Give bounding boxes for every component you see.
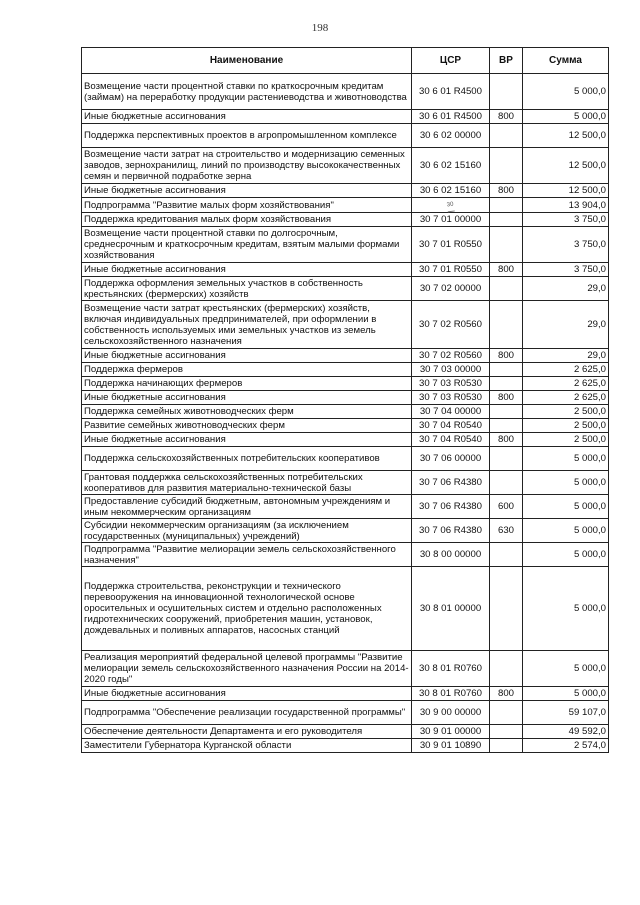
- row-sum: 59 107,0: [523, 701, 609, 725]
- table-row: [82, 543, 609, 567]
- row-sum: 2 500,0: [523, 405, 609, 419]
- table-row: [82, 495, 609, 519]
- row-vr-code: [490, 725, 523, 739]
- row-vr-code: 800: [490, 263, 523, 277]
- table-row: [82, 148, 609, 184]
- row-name: Подпрограмма "Обеспечение реализации государственной программы": [82, 701, 412, 725]
- header-vr: ВР: [490, 48, 523, 74]
- row-name: Поддержка кредитования малых форм хозяйствования: [82, 213, 412, 227]
- row-csr-code: 30 8 01 R0760: [412, 687, 490, 701]
- row-csr-code: 30 7 06 R4380: [412, 495, 490, 519]
- row-vr-code: 800: [490, 433, 523, 447]
- row-csr-code: 30 7 02 00000: [412, 277, 490, 301]
- row-vr-code: [490, 227, 523, 263]
- row-name: Поддержка фермеров: [82, 363, 412, 377]
- row-vr-code: [490, 471, 523, 495]
- row-csr-code: 30 7 06 00000: [412, 447, 490, 471]
- table-row: [82, 391, 609, 405]
- table-header-row: [82, 48, 609, 74]
- row-name: Предоставление субсидий бюджетным, автономным учреждениям и иным некоммерческим организациям: [82, 495, 412, 519]
- table-row: [82, 277, 609, 301]
- row-csr-code: 30 7 04 R0540: [412, 433, 490, 447]
- row-name: Иные бюджетные ассигнования: [82, 110, 412, 124]
- row-sum: 2 500,0: [523, 419, 609, 433]
- row-vr-code: [490, 567, 523, 651]
- row-csr-code: 30 9 01 10890: [412, 739, 490, 753]
- csr-handwritten-mark: 30: [446, 200, 454, 213]
- row-name: Поддержка семейных животноводческих ферм: [82, 405, 412, 419]
- row-vr-code: [490, 377, 523, 391]
- row-csr-code: 30 7 01 00000: [412, 213, 490, 227]
- table-row: [82, 471, 609, 495]
- row-csr-code: 30 7 03 00000: [412, 363, 490, 377]
- table-row: [82, 198, 609, 213]
- row-sum: 2 625,0: [523, 363, 609, 377]
- row-csr-code: 30 6 02 15160: [412, 148, 490, 184]
- table-row: [82, 377, 609, 391]
- row-sum: 5 000,0: [523, 447, 609, 471]
- row-sum: 2 625,0: [523, 377, 609, 391]
- row-csr-code: 30 7 02 R0560: [412, 301, 490, 349]
- row-csr-code: 30 7 06 R4380: [412, 471, 490, 495]
- table-row: [82, 447, 609, 471]
- row-sum: 5 000,0: [523, 651, 609, 687]
- row-sum: 3 750,0: [523, 263, 609, 277]
- row-sum: 5 000,0: [523, 687, 609, 701]
- row-name: Заместители Губернатора Курганской области: [82, 739, 412, 753]
- row-sum: 2 500,0: [523, 433, 609, 447]
- row-vr-code: 800: [490, 391, 523, 405]
- table-row: [82, 213, 609, 227]
- row-name: Поддержка перспективных проектов в агропромышленном комплексе: [82, 124, 412, 148]
- table-row: [82, 567, 609, 651]
- row-csr-code: [412, 198, 490, 213]
- row-sum: 2 574,0: [523, 739, 609, 753]
- table-row: [82, 124, 609, 148]
- row-vr-code: [490, 543, 523, 567]
- row-csr-code: 30 6 01 R4500: [412, 110, 490, 124]
- row-sum: 12 500,0: [523, 184, 609, 198]
- row-name: Возмещение части затрат на строительство и модернизацию семенных заводов, зернохранилищ, линий по производству высококачественных семян и первичной подработке зерна: [82, 148, 412, 184]
- row-vr-code: [490, 363, 523, 377]
- row-name: Иные бюджетные ассигнования: [82, 687, 412, 701]
- row-name: Поддержка начинающих фермеров: [82, 377, 412, 391]
- row-csr-code: 30 6 02 00000: [412, 124, 490, 148]
- row-vr-code: 800: [490, 184, 523, 198]
- row-vr-code: [490, 124, 523, 148]
- row-vr-code: 600: [490, 495, 523, 519]
- table-row: [82, 405, 609, 419]
- row-name: Субсидии некоммерческим организациям (за исключением государственных (муниципальных) учреждений): [82, 519, 412, 543]
- row-sum: 5 000,0: [523, 110, 609, 124]
- row-sum: 5 000,0: [523, 567, 609, 651]
- row-name: Подпрограмма "Развитие мелиорации земель сельскохозяйственного назначения": [82, 543, 412, 567]
- row-vr-code: [490, 701, 523, 725]
- row-csr-code: 30 8 01 00000: [412, 567, 490, 651]
- page-number: 198: [311, 22, 329, 34]
- table-row: [82, 363, 609, 377]
- table-row: [82, 349, 609, 363]
- table-row: [82, 74, 609, 110]
- row-vr-code: [490, 213, 523, 227]
- row-csr-code: 30 7 01 R0550: [412, 227, 490, 263]
- row-sum: 5 000,0: [523, 495, 609, 519]
- row-sum: 29,0: [523, 301, 609, 349]
- row-name: Иные бюджетные ассигнования: [82, 433, 412, 447]
- row-csr-code: 30 8 01 R0760: [412, 651, 490, 687]
- row-name: Иные бюджетные ассигнования: [82, 349, 412, 363]
- row-csr-code: 30 7 03 R0530: [412, 391, 490, 405]
- row-name: Развитие семейных животноводческих ферм: [82, 419, 412, 433]
- row-sum: 12 500,0: [523, 148, 609, 184]
- row-name: Иные бюджетные ассигнования: [82, 184, 412, 198]
- header-sum: Сумма: [523, 48, 609, 74]
- row-name: Возмещение части процентной ставки по долгосрочным, среднесрочным и краткосрочным кредитам, взятым малыми формами хозяйствования: [82, 227, 412, 263]
- row-sum: 3 750,0: [523, 227, 609, 263]
- row-sum: 49 592,0: [523, 725, 609, 739]
- header-name: Наименование: [82, 48, 412, 74]
- row-vr-code: [490, 148, 523, 184]
- row-sum: 2 625,0: [523, 391, 609, 405]
- table-row: [82, 110, 609, 124]
- row-csr-code: 30 7 04 00000: [412, 405, 490, 419]
- table-row: [82, 651, 609, 687]
- row-sum: 3 750,0: [523, 213, 609, 227]
- row-sum: 5 000,0: [523, 471, 609, 495]
- row-name: Поддержка оформления земельных участков в собственность крестьянских (фермерских) хозяйств: [82, 277, 412, 301]
- row-csr-code: 30 7 02 R0560: [412, 349, 490, 363]
- table-row: [82, 227, 609, 263]
- row-sum: 13 904,0: [523, 198, 609, 213]
- row-sum: 29,0: [523, 277, 609, 301]
- table-row: [82, 263, 609, 277]
- table-row: [82, 687, 609, 701]
- row-sum: 5 000,0: [523, 519, 609, 543]
- row-csr-code: 30 7 03 R0530: [412, 377, 490, 391]
- row-csr-code: 30 9 00 00000: [412, 701, 490, 725]
- row-vr-code: 800: [490, 110, 523, 124]
- row-csr-code: 30 7 01 R0550: [412, 263, 490, 277]
- row-vr-code: [490, 277, 523, 301]
- row-name: Реализация мероприятий федеральной целевой программы "Развитие мелиорации земель сельскохозяйственного назначения России на 2014-2020 годы": [82, 651, 412, 687]
- row-sum: 12 500,0: [523, 124, 609, 148]
- row-sum: 5 000,0: [523, 543, 609, 567]
- row-vr-code: [490, 447, 523, 471]
- row-name: Поддержка строительства, реконструкции и технического перевооружения на инновационной технологической основе оросительных и осушительных систем и отдельно расположенных гидротехнических сооружений, приобретения машин, установок, дождевальных и поливных аппаратов, насосных станций: [82, 567, 412, 651]
- row-sum: 29,0: [523, 349, 609, 363]
- table-row: [82, 184, 609, 198]
- row-vr-code: [490, 405, 523, 419]
- row-vr-code: 800: [490, 687, 523, 701]
- row-csr-code: 30 7 06 R4380: [412, 519, 490, 543]
- row-vr-code: [490, 739, 523, 753]
- row-vr-code: 800: [490, 349, 523, 363]
- table-row: [82, 519, 609, 543]
- row-vr-code: [490, 198, 523, 213]
- row-vr-code: [490, 651, 523, 687]
- row-name: Обеспечение деятельности Департамента и его руководителя: [82, 725, 412, 739]
- row-vr-code: [490, 419, 523, 433]
- table-row: [82, 725, 609, 739]
- row-name: Поддержка сельскохозяйственных потребительских кооперативов: [82, 447, 412, 471]
- row-name: Возмещение части затрат крестьянских (фермерских) хозяйств, включая индивидуальных предпринимателей, при оформлении в собственность используемых ими земельных участков из земель сельскохозяйственного назначения: [82, 301, 412, 349]
- row-csr-code: 30 9 01 00000: [412, 725, 490, 739]
- row-csr-code: 30 8 00 00000: [412, 543, 490, 567]
- row-vr-code: 630: [490, 519, 523, 543]
- table-row: [82, 739, 609, 753]
- row-name: Подпрограмма "Развитие малых форм хозяйствования": [82, 198, 412, 213]
- table-row: [82, 433, 609, 447]
- row-vr-code: [490, 74, 523, 110]
- row-name: Иные бюджетные ассигнования: [82, 391, 412, 405]
- row-csr-code: 30 7 04 R0540: [412, 419, 490, 433]
- row-vr-code: [490, 301, 523, 349]
- row-csr-code: 30 6 02 15160: [412, 184, 490, 198]
- row-sum: 5 000,0: [523, 74, 609, 110]
- table-body: [82, 74, 609, 753]
- budget-table: [81, 47, 609, 753]
- table-row: [82, 701, 609, 725]
- row-name: Иные бюджетные ассигнования: [82, 263, 412, 277]
- row-name: Грантовая поддержка сельскохозяйственных потребительских кооперативов для развития материально-технической базы: [82, 471, 412, 495]
- row-csr-code: 30 6 01 R4500: [412, 74, 490, 110]
- table-row: [82, 301, 609, 349]
- row-name: Возмещение части процентной ставки по краткосрочным кредитам (займам) на переработку продукции растениеводства и животноводства: [82, 74, 412, 110]
- header-csr: ЦСР: [412, 48, 490, 74]
- table-row: [82, 419, 609, 433]
